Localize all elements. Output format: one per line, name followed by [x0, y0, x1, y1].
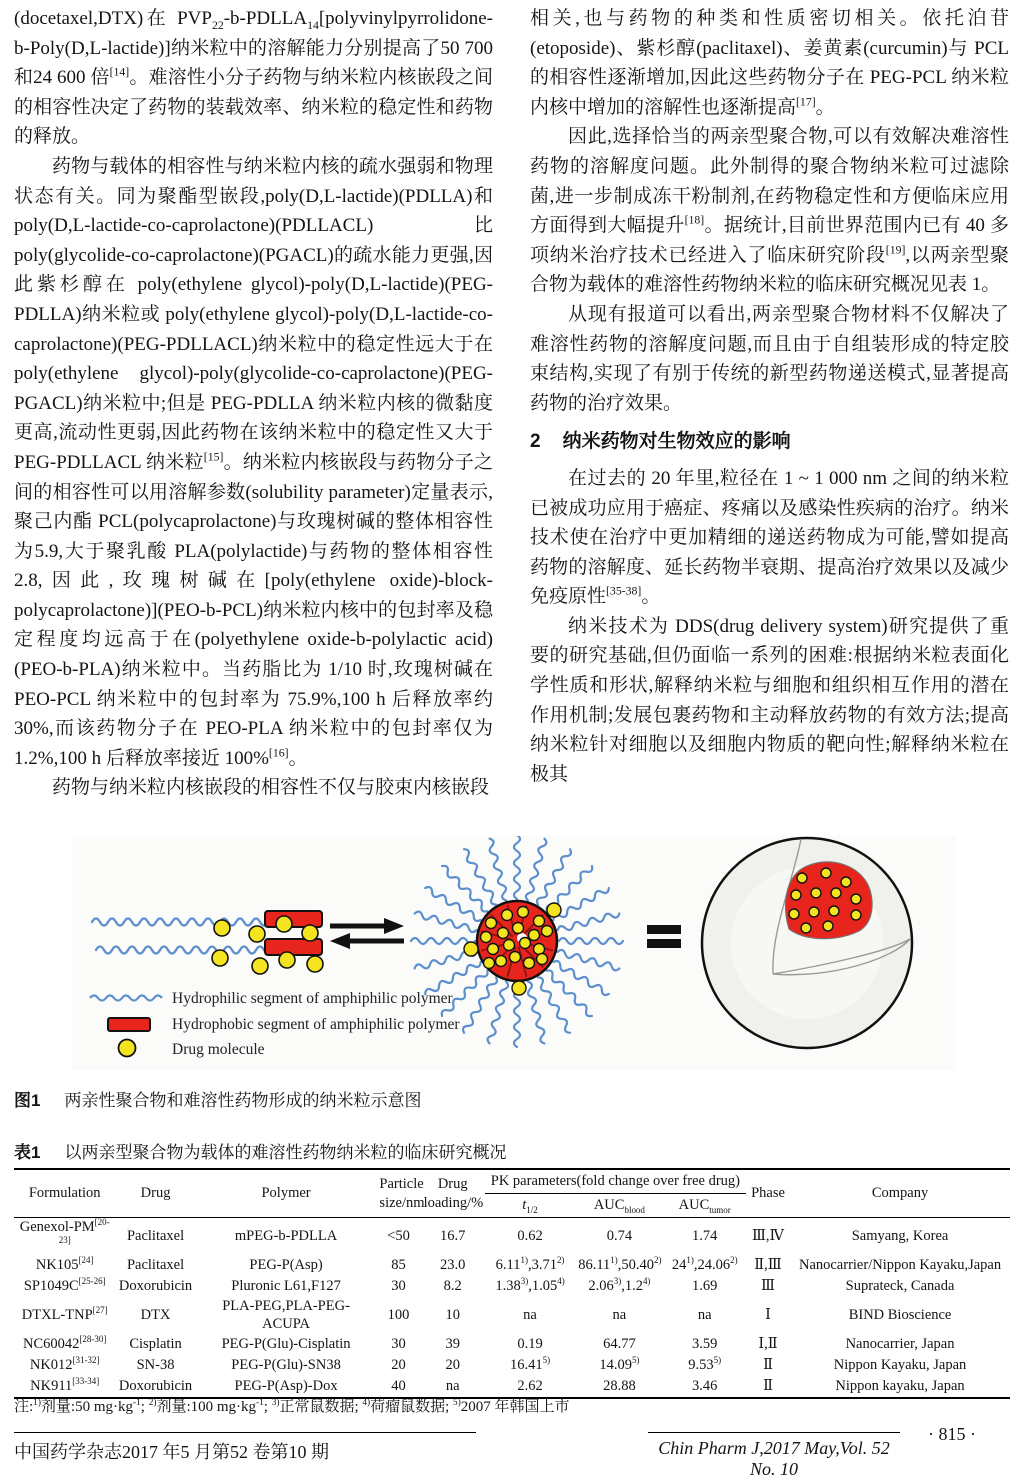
cell-size: 30 [391, 1277, 406, 1294]
cell-drug: Doxorubicin [118, 1377, 193, 1394]
cell-polymer: PLA-PEG,PLA-PEG-ACUPA [222, 1298, 350, 1332]
section-title: 纳米药物对生物效应的影响 [562, 431, 791, 453]
left-column [14, 4, 493, 830]
cell-auc_tumor: na [697, 1306, 712, 1323]
cell-phase: Ⅲ [761, 1277, 775, 1294]
paragraph: 纳米技术为 DDS(drug delivery system)研究提供了重要的研究基础,但仍面临一系列的困难:根据纳米粒表面化学性质和形状,解释纳米粒与细胞和组织相互作用的潜在作用机制;发展包裹药物和主动释放药物的有效方法;提高纳米粒针对细胞以及细胞内物质的靶向性;解释纳米粒在极其 [530, 615, 1009, 785]
cell-auc_tumor: 1.74 [692, 1227, 718, 1244]
paragraph: (docetaxel,DTX)在 $PVP_{22}-b-PDLLA_{14}[polyvinylpyrrolidone-b-Poly(D,L-lactide)]$纳米粒中的溶解能力分别提高了50 700 和24 600 倍[14]。难溶性小分子药物与纳米粒内核嵌段之间的相容性决定了药物的装载效率、纳米粒的稳定性和药物的释放。 [14, 8, 493, 148]
cell-formulation: NC60042[28-30] [23, 1333, 107, 1352]
cell-auc_tumor: 1.69 [692, 1277, 718, 1294]
legend-label: Hydrophilic segment of amphiphilic polymer [172, 990, 453, 1007]
cell-size: 20 [391, 1356, 406, 1373]
cell-polymer: PEG-P(Asp)-Dox [234, 1377, 338, 1394]
header-formulation: Formulation [28, 1185, 101, 1201]
cell-t_half: 6.11$^{1)}$,3.71$^{2)}$ [495, 1254, 565, 1273]
equilibrium-arrows-icon [330, 918, 404, 949]
figure-caption-label: 图1 [14, 1091, 41, 1110]
cell-formulation: DTXL-TNP[27] [21, 1304, 108, 1323]
table-row [14, 1218, 1010, 1256]
cell-t_half: na [523, 1306, 537, 1323]
cell-auc_tumor: 24$^{1)}$,24.06$^{2)}$ [671, 1254, 738, 1273]
figure-caption [14, 1086, 421, 1111]
unimer-group [92, 911, 323, 974]
legend-label: Hydrophobic segment of amphiphilic polymer [172, 1016, 460, 1033]
table-header [14, 1169, 1010, 1218]
cell-loading: 8.2 [443, 1277, 462, 1294]
cell-t_half: 0.62 [517, 1227, 543, 1244]
cell-phase: Ⅲ,Ⅳ [751, 1227, 785, 1244]
paragraph: 药物与载体的相容性与纳米粒内核的疏水强弱和物理状态有关。同为聚酯型嵌段,poly(D,L-lactide)(PDLLA)和poly(D,L-lactide-co-caprolactone)(PDLLACL)比 poly(glycolide-co-caprolactone)(PGACL)的疏水能力更强,因此紫杉醇在 poly(ethylene glycol)-poly(D,L-lactide)(PEG-PDLLA)纳米粒或 poly(ethylene glycol)-poly(D,L-lactide-co-caprolactone)(PEG-PDLLACL)纳米粒中的稳定性远大于在 poly(ethylene glycol)-poly(glycolide-co-caprolactone)(PEG-PGACL)纳米粒中;但是 PEG-PDLLA 纳米粒内核的微黏度更高,流动性更弱,因此药物在该纳米粒中的稳定性又大于 PEG-PDLLACL 纳米粒[15]。纳米粒内核嵌段与药物分子之间的相容性可以用溶解参数(solubility parameter)定量表示,聚己内酯 PCL(polycaprolactone)与玫瑰树碱的整体相容性为5.9,大于聚乳酸 PLA(polylactide)与药物的整体相容性2.8,因此,玫瑰树碱在[poly(ethylene oxide)-block-polycaprolactone)](PEO-b-PCL)纳米粒内核中的包封率及稳定程度均远高于在(polyethylene oxide-b-polylactic acid)(PEO-b-PLA)纳米粒中。当药脂比为 1/10 时,玫瑰树碱在 PEO-PCL 纳米粒中的包封率为 75.9%,100 h 后释放率约 30%,而该药物分子在 PEO-PLA 纳米粒中的包封率仅为 1.2%,100 h 后释放率接近 100%[16]。 [14, 155, 493, 769]
cell-polymer: PEG-P(Glu)-Cisplatin [221, 1335, 351, 1352]
right-column [530, 4, 1009, 830]
cell-polymer: mPEG-b-PDLLA [234, 1227, 338, 1244]
table-body [14, 1218, 1010, 1399]
table-row [14, 1355, 1010, 1376]
legend-label: Drug molecule [172, 1041, 265, 1058]
cell-company: BIND Bioscience [848, 1306, 952, 1323]
table-footnote: 注:$^{1)}$剂量:50 $mg\cdot kg^{-1}$; $^{2)}$剂量:100 $mg\cdot kg^{-1}$; $^{3)}$正常鼠数据; $^{4)}$荷瘤鼠数据; $^{5)}$2007 年韩国上市 [14, 1398, 570, 1415]
footer-journal-en: Chin Pharm J,2017 May,Vol. 52 No. 10 [648, 1432, 900, 1480]
paragraph: 药物与纳米粒内核嵌段的相容性不仅与胶束内核嵌段 [52, 777, 490, 799]
cell-auc_blood: 28.88 [603, 1377, 636, 1394]
cell-polymer: PEG-P(Glu)-SN38 [231, 1356, 341, 1373]
section-number: 2 [530, 431, 541, 453]
paragraph: 因此,选择恰当的两亲型聚合物,可以有效解决难溶性药物的溶解度问题。此外制得的聚合物纳米粒可过滤除菌,进一步制成冻干粉制剂,在药物稳定性和方便临床应用方面得到大幅提升[18]。据统计,目前世界范围内已有 40 多项纳米治疗技术已经进入了临床研究阶段[19],以两亲型聚合物为载体的难溶性药物纳米粒的临床研究概况见表 1。 [530, 126, 1009, 296]
cell-company: Nippon Kayaku, Japan [833, 1356, 967, 1373]
cell-auc_blood: 14.09$^{5)}$ [599, 1354, 640, 1373]
cell-phase: Ⅱ [763, 1377, 773, 1394]
cell-drug: Doxorubicin [118, 1277, 193, 1294]
cell-t_half: 16.41$^{5)}$ [509, 1354, 551, 1373]
cell-formulation: NK911[33-34] [30, 1375, 100, 1394]
cell-formulation: NK012[31-32] [29, 1354, 100, 1373]
header-polymer: Polymer [261, 1185, 311, 1201]
hydrophilic-squiggle-icon [90, 996, 162, 1001]
header-company: Company [871, 1185, 929, 1201]
cell-size: <50 [387, 1227, 410, 1244]
cell-loading: 16.7 [440, 1227, 466, 1244]
cell-drug: Paclitaxel [126, 1227, 185, 1244]
cell-auc_tumor: 3.46 [692, 1377, 718, 1394]
cell-company: Nanocarrier/Nippon Kayaku,Japan [798, 1256, 1002, 1273]
cell-polymer: PEG-P(Asp) [249, 1256, 323, 1273]
cell-size: 100 [387, 1306, 410, 1323]
header-particle-size: Particle size/nm [379, 1175, 425, 1211]
page-number: · 815 · [928, 1424, 976, 1444]
hydrophobic-rect-icon [108, 1018, 150, 1031]
figure-caption-text: 两亲性聚合物和难溶性药物形成的纳米粒示意图 [64, 1091, 422, 1110]
table-row [14, 1276, 1010, 1297]
cell-phase: Ⅱ [763, 1356, 773, 1373]
cell-phase: Ⅰ [765, 1306, 771, 1323]
figure1-graphic [72, 836, 956, 1070]
cell-auc_blood: na [612, 1306, 627, 1323]
drug-circle-icon [119, 1040, 136, 1057]
cell-company: Suprateck, Canada [845, 1277, 955, 1294]
cell-phase: Ⅱ,Ⅲ [754, 1256, 782, 1273]
clinical-research-table [14, 1168, 1010, 1399]
table-caption-text: 以两亲型聚合物为载体的难溶性药物纳米粒的临床研究概况 [64, 1143, 507, 1162]
cell-drug: Cisplatin [129, 1335, 182, 1352]
cell-auc_blood: 0.74 [606, 1227, 633, 1244]
nanoparticle-cutaway [702, 838, 912, 1048]
paragraph: 在过去的 20 年里,粒径在 1 ~ 1 000 nm 之间的纳米粒已被成功应用于癌症、疼痛以及感染性疾病的治疗。纳米技术使在治疗中更加精细的递送药物成为可能,譬如提高药物的溶解度、延长药物半衰期、提高治疗效果以及减少免疫原性[35-38]。 [530, 467, 1009, 608]
cell-auc_tumor: 3.59 [692, 1335, 718, 1352]
cell-t_half: 2.62 [517, 1377, 543, 1394]
cell-auc_blood: 64.77 [603, 1335, 636, 1352]
cell-drug: DTX [140, 1306, 171, 1323]
cell-size: 85 [391, 1256, 406, 1273]
footer-journal-cn: 中国药学杂志2017 年5 月第52 卷第10 期 [14, 1432, 476, 1464]
cell-loading: 20 [445, 1356, 460, 1373]
hydrophobic-segment [265, 911, 322, 927]
table-row [14, 1255, 1010, 1276]
body-text [14, 4, 1010, 830]
equals-icon [647, 925, 681, 948]
cell-loading: 39 [445, 1335, 460, 1352]
cell-size: 40 [391, 1377, 406, 1394]
legend-item [108, 1016, 460, 1033]
cell-formulation: NK105[24] [35, 1254, 94, 1273]
legend-item [119, 1040, 265, 1059]
cell-company: Nippon kayaku, Japan [835, 1377, 965, 1394]
header-drug: Drug [140, 1185, 171, 1201]
paragraph: 相关,也与药物的种类和性质密切相关。依托泊苷(etoposide)、紫杉醇(paclitaxel)、姜黄素(curcumin)与 PCL 的相容性逐渐增加,因此这些药物分子在 PEG-PCL 纳米粒内核中增加的溶解性也逐渐提高[17]。 [530, 8, 1009, 118]
cell-drug: SN-38 [136, 1356, 175, 1373]
cell-company: Samyang, Korea [851, 1227, 949, 1244]
table-row [14, 1297, 1010, 1334]
header-t-half: $t_{1/2}$ [522, 1197, 538, 1215]
cell-loading: 10 [445, 1306, 460, 1323]
table-row [14, 1334, 1010, 1355]
figure1 [72, 836, 956, 1070]
table-caption-label: 表1 [14, 1143, 41, 1162]
figure-legend [90, 990, 460, 1058]
legend-item [90, 990, 454, 1007]
section-heading [530, 427, 1009, 457]
header-drug-loading: Drug loading/% [423, 1175, 484, 1211]
header-phase: Phase [751, 1185, 785, 1201]
cell-formulation: Genexol-PM[20-23] [19, 1217, 110, 1245]
header-auc-tumor: $AUC_{tumor}$ [678, 1197, 731, 1215]
cell-t_half: 1.38$^{3)}$,1.05$^{4)}$ [495, 1275, 565, 1294]
header-auc-blood: $AUC_{blood}$ [593, 1197, 645, 1215]
cell-drug: Paclitaxel [126, 1256, 185, 1273]
cell-auc_blood: 86.11$^{1)}$,50.40$^{2)}$ [578, 1254, 662, 1273]
paragraph: 从现有报道可以看出,两亲型聚合物材料不仅解决了难溶性药物的溶解度问题,而且由于自组装形成的特定胶束结构,实现了有别于传统的新型药物递送模式,显著提高药物的治疗效果。 [530, 303, 1009, 414]
cell-loading: na [445, 1377, 460, 1394]
cell-size: 30 [391, 1335, 406, 1352]
cell-phase: Ⅰ,Ⅱ [758, 1335, 778, 1352]
cell-t_half: 0.19 [517, 1335, 543, 1352]
cell-auc_blood: 2.06$^{3)}$,1.2$^{4)}$ [588, 1275, 651, 1294]
cell-company: Nanocarrier, Japan [845, 1335, 955, 1352]
header-pk-parameters: PK parameters(fold change over free drug) [485, 1169, 746, 1194]
cell-loading: 23.0 [440, 1256, 466, 1273]
cell-auc_tumor: 9.53$^{5)}$ [688, 1354, 722, 1373]
cell-polymer: Pluronic L61,F127 [231, 1277, 341, 1294]
cell-formulation: SP1049C[25-26] [23, 1275, 106, 1294]
table-caption [14, 1138, 506, 1163]
hydrophobic-segment [265, 939, 322, 955]
